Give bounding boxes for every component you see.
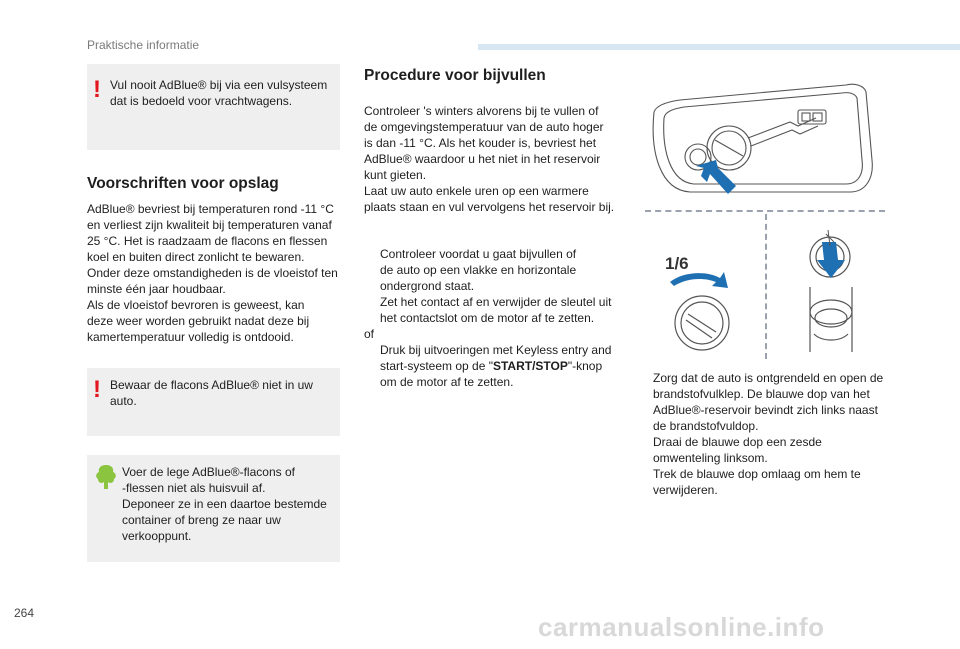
text-line: de brandstofvuldop. [653,419,759,433]
text-line: minste één jaar houdbaar. [87,282,226,296]
rotation-label: 1/6 [665,254,689,273]
fuel-flap-illustration [640,82,885,200]
page-number: 264 [14,606,35,620]
storage-heading: Voorschriften voor opslag [87,175,279,192]
eco-text: verkooppunt. [122,529,192,543]
text-line: kunt gieten. [364,168,427,182]
text-line: AdBlue®-reservoir bevindt zich links naast [653,403,878,417]
divider-vertical [765,214,767,359]
warning-box-storage [87,368,340,436]
text-line: Draai de blauwe dop een zesde [653,435,822,449]
cap-rotate-illustration [662,268,752,358]
text-line: Zet het contact af en verwijder de sleutel uit [380,295,612,309]
text-line: AdBlue® waardoor u het niet in het reservoir [364,152,601,166]
step-item [637,466,897,498]
text-line: de auto op een vlakke en horizontale [380,263,577,277]
text-line: Controleer 's winters alvorens bij te vullen of [364,104,599,118]
text-line: ondergrond staat. [380,279,475,293]
storage-text [87,201,345,345]
text-line: de omgevingstemperatuur van de auto hoger [364,120,604,134]
warning-text: Vul nooit AdBlue® bij via een vulsysteem dat is bedoeld voor vrachtwagens. [110,78,328,108]
warning-icon: ! [93,76,101,103]
step-item [364,246,628,294]
start-stop-label: START/STOP [492,359,568,373]
eco-box [87,455,340,562]
eco-text: container of breng ze naar uw [122,513,281,527]
section-title: Praktische informatie [87,38,200,52]
tree-icon [95,464,117,490]
text-line: omwenteling linksom. [653,451,768,465]
text-line: start-systeem op de "START/STOP"-knop [380,359,603,373]
step-item [364,294,628,326]
procedure-intro [364,103,628,215]
text-line: Als de vloeistof bevroren is geweest, kan [87,298,305,312]
text-line: Trek de blauwe dop omlaag om hem te [653,467,861,481]
text-line: Onder deze omstandigheden is de vloeistof ten [87,266,338,280]
divider-horizontal [645,210,885,212]
text-line: om de motor af te zetten. [380,375,514,389]
text-line: koel en buiten direct zonlicht te bewaren. [87,250,305,264]
text-line: kamertemperatuur volledig is ontdooid. [87,330,294,344]
rotate-arrow-icon [670,272,728,288]
text-line: deze weer worden gebruikt nadat deze bij [87,314,310,328]
text-line: Zorg dat de auto is ontgrendeld en open de [653,371,884,385]
text-line: Laat uw auto enkele uren op een warmere [364,184,589,198]
text-line: Controleer voordat u gaat bijvullen of [380,247,577,261]
text-line: het contactslot om de motor af te zetten. [380,311,595,325]
step-item [637,434,897,466]
header-bar [478,44,960,50]
cap-remove-illustration [800,222,880,358]
warning-icon: ! [93,376,101,403]
procedure-steps [364,246,628,390]
text-line: Druk bij uitvoeringen met Keyless entry and [380,343,612,357]
text-line: plaats staan en vul vervolgens het reservoir bij. [364,200,615,214]
text-line: brandstofvulklep. De blauwe dop van het [653,387,870,401]
watermark: carmanualsonline.info [538,612,825,642]
warning-box-truck [87,64,340,150]
step-item [364,342,628,390]
text-line: is dan -11 °C. Als het kouder is, bevriest het [364,136,597,150]
right-steps [637,370,897,498]
warning-text: Bewaar de flacons AdBlue® niet in uw [110,378,313,392]
eco-text: Voer de lege AdBlue®-flacons of [122,465,295,479]
warning-text: auto. [110,394,137,408]
or-text: of [364,327,375,341]
eco-text: Deponeer ze in een daartoe bestemde [122,497,327,511]
text-line: verwijderen. [653,483,718,497]
procedure-heading: Procedure voor bijvullen [364,67,546,84]
text-line: AdBlue® bevriest bij temperaturen rond -11 °C [87,202,334,216]
step-item [637,370,897,434]
text-line: 25 °C. Het is raadzaam de flacons en flessen [87,234,328,248]
text-line: en verliest zijn kwaliteit bij temperaturen vanaf [87,218,332,232]
eco-text: -flessen niet als huisvuil af. [122,481,266,495]
